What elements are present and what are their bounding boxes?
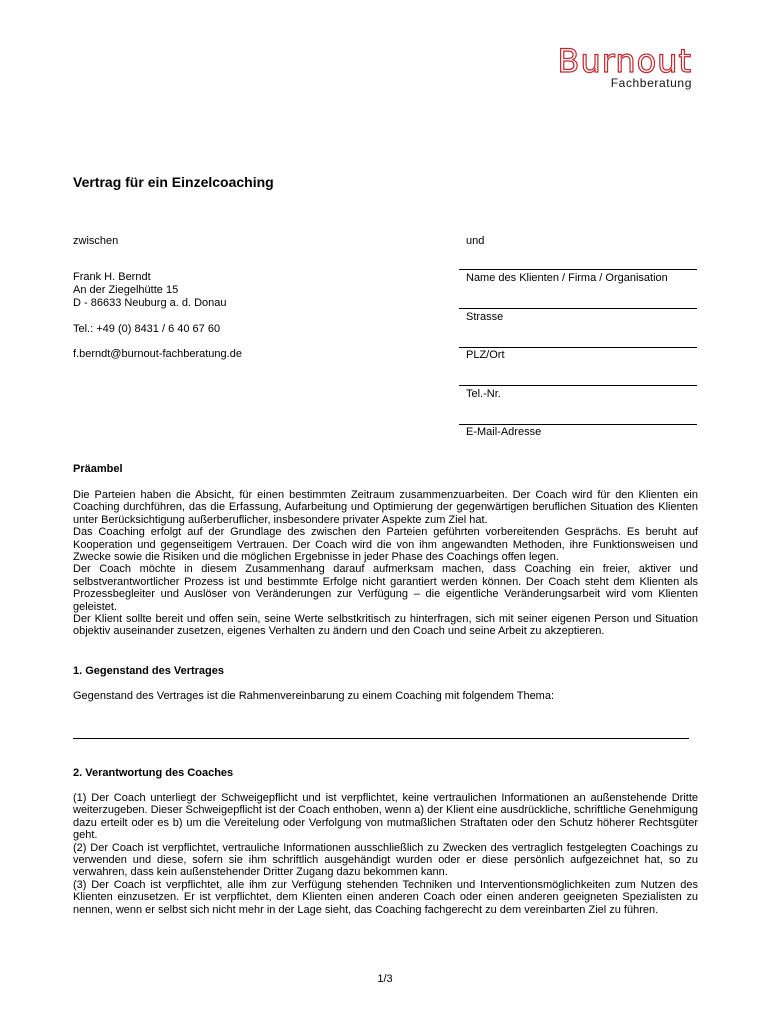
label-between: zwischen [73,235,119,247]
client-street-label: Strasse [466,311,504,323]
logo-subtitle: Fachberatung [610,76,692,90]
section1-text: Gegenstand des Vertrages ist die Rahmenvereinbarung zu einem Coaching mit folgendem Thema: [73,690,555,702]
section2-paragraph: (3) Der Coach ist verpflichtet, alle ihm zur Verfügung stehenden Techniken und Interventionsmöglichkeiten zum Nutzen des Klienten einzusetzen. Er ist verpflichtet, dem Klienten einen anderen Coach oder einen anderen geeigneten Spezialisten zu nennen, wenn er selbst sich nicht mehr in der Lage sieht, das Coaching fachgerecht zu dem vereinbarten Ziel zu führen. [73,878,698,916]
preamble-paragraph: Der Klient sollte bereit und offen sein, seine Werte selbstkritisch zu hinterfragen, sich mit seiner eigenen Person und Situation objektiv auseinander zusetzen, eigenes Verhalten zu ändern und den Coach und seine Arbeit zu akzeptieren. [73,613,698,638]
coach-city: D - 86633 Neuburg a. d. Donau [73,297,227,309]
client-email-line[interactable] [459,424,697,425]
preamble-paragraph: Das Coaching erfolgt auf der Grundlage des zwischen den Parteien geführten vorbereitenden Gesprächs. Es beruht auf Kooperation und gegenseitigem Vertrauen. Der Coach wird die von ihm angewandten Methoden, ihre Funktionsweisen und Zwecke sowie die Risiken und die möglichen Ergebnisse in jeder Phase des Coachings offen legen. [73,526,698,564]
section2-paragraph: (1) Der Coach unterliegt der Schweigepflicht und ist verpflichtet, keine vertraulichen Informationen an außenstehende Dritte weiterzugeben. Dieser Schweigepflicht ist der Coach enthoben, wenn a) der Klient eine ausdrückliche, schriftliche Genehmigung dazu erteilt oder es b) um die Vereitelung oder Verfolgung von mutmaßlichen Straftaten oder den Schutz höherer Rechtsgüter geht. [73,792,698,842]
document-title: Vertrag für ein Einzelcoaching [73,174,274,190]
page-number: 1/3 [377,973,393,985]
coach-street: An der Ziegelhütte 15 [73,284,179,296]
preamble-text [73,489,698,638]
label-and: und [466,235,485,247]
client-city-line[interactable] [459,347,697,348]
section2-paragraph: (2) Der Coach ist verpflichtet, vertrauliche Informationen ausschließlich zu Zwecken des vertraglich festgelegten Coachings zu verwenden und diese, sofern sie ihm schriftlich ausgehändigt wurden oder er diese persönlich aufgezeichnet hat, so zu verwahren, dass kein außenstehender Dritter Zugang dazu bekommen kann. [73,841,698,879]
preamble-heading: Präambel [73,463,123,475]
topic-line[interactable] [73,738,689,739]
section1-heading: 1. Gegenstand des Vertrages [73,665,225,677]
coach-name: Frank H. Berndt [73,271,151,283]
client-phone-line[interactable] [459,385,697,386]
coach-email: f.berndt@burnout-fachberatung.de [73,348,242,360]
client-phone-label: Tel.-Nr. [466,388,501,400]
preamble-paragraph: Die Parteien haben die Absicht, für einen bestimmten Zeitraum zusammenzuarbeiten. Der Coach wird für den Klienten ein Coaching durchführen, das die Erfassung, Aufarbeitung und Optimierung der gegenwärtigen beruflichen Situation des Klienten unter Berücksichtigung außerberuflicher, insbesondere privater Aspekte zum Ziel hat. [73,489,698,526]
section2-text [73,792,698,916]
client-street-line[interactable] [459,308,697,309]
coach-phone: Tel.: +49 (0) 8431 / 6 40 67 60 [73,323,221,335]
client-city-label: PLZ/Ort [466,349,505,361]
client-email-label: E-Mail-Adresse [466,426,542,438]
brand-logo [557,44,692,90]
client-name-label: Name des Klienten / Firma / Organisation [466,272,668,284]
section2-heading: 2. Verantwortung des Coaches [73,767,234,779]
client-name-line[interactable] [459,269,697,270]
preamble-paragraph: Der Coach möchte in diesem Zusammenhang darauf aufmerksam machen, dass Coaching ein freier, aktiver und selbstverantwortlicher Prozess ist und bestimmte Erfolge nicht garantiert werden können. Der Coach steht dem Klienten als Prozessbegleiter und Auslöser von Veränderungen zur Verfügung – die eigentliche Veränderungsarbeit wird vom Klienten geleistet. [73,563,698,613]
logo-wordmark: Burnout [557,42,692,80]
